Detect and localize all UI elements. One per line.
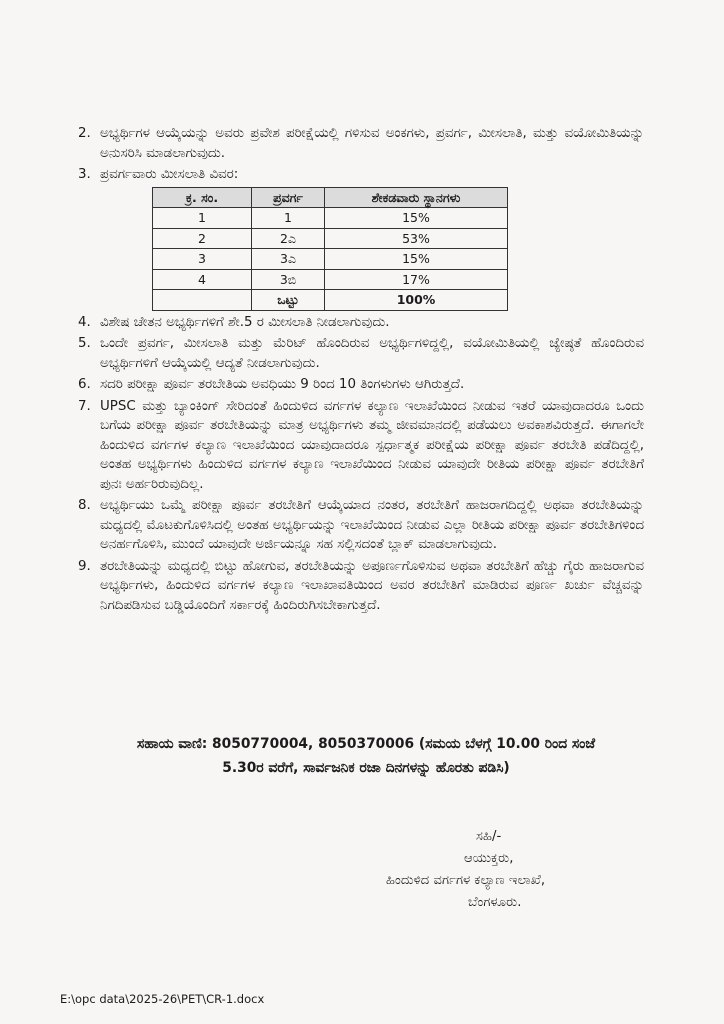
column-header: ಪ್ರವರ್ಗ xyxy=(252,187,325,208)
item-text: ವಿಶೇಷ ಚೇತನ ಅಭ್ಯರ್ಥಿಗಳಿಗೆ ಶೇ.5 ರ ಮೀಸಲಾತಿ ನೀಡಲಾಗುವುದು. xyxy=(100,314,390,330)
column-header: ಶೇಕಡವಾರು ಸ್ಥಾನಗಳು xyxy=(325,187,508,208)
item-text: ಪ್ರವರ್ಗವಾರು ಮೀಸಲಾತಿ ವಿವರ: xyxy=(100,167,239,182)
table-cell: 15% xyxy=(325,208,508,229)
table-cell xyxy=(153,290,252,311)
signatory-designation: ಆಯುಕ್ತರು, xyxy=(464,851,514,866)
table-cell: 53% xyxy=(325,228,508,249)
item-number: 3. xyxy=(78,167,91,182)
item-number: 2. xyxy=(78,126,91,141)
table-cell: 4 xyxy=(153,269,252,290)
list-item xyxy=(78,397,644,495)
table-cell: 3 xyxy=(153,249,252,270)
table-total-row xyxy=(153,290,508,311)
item-text: ಅಭ್ಯರ್ಥಿಯು ಒಮ್ಮೆ ಪರೀಕ್ಷಾ ಪೂರ್ವ ತರಬೇತಿಗೆ ಆಯ್ಕೆಯಾದ ನಂತರ, ತರಬೇತಿಗೆ ಹಾಜರಾಗದಿದ್ದಲ್ಲಿ ಅಥವಾ ತರಬೇತಿಯನ್ನು ಮಧ್ಯದಲ್ಲಿ ಮೊಟಕುಗೊಳಿಸಿದಲ್ಲಿ ಅಂತಹ ಅಭ್ಯರ್ಥಿಯನ್ನು ಇಲಾಖೆಯಿಂದ ನೀಡುವ ಎಲ್ಲಾ ರೀತಿಯ ಪರೀಕ್ಷಾ ಪೂರ್ವ ತರಬೇತಿಗಳಿಂದ ಅನರ್ಹಗೊಳಿಸಿ, ಮುಂದೆ ಯಾವುದೇ ಅರ್ಜಿಯನ್ನೂ ಸಹ ಸಲ್ಲಿಸದಂತೆ ಬ್ಲಾಕ್ ಮಾಡಲಾಗುವುದು. xyxy=(100,498,644,552)
table-cell: 17% xyxy=(325,269,508,290)
list-item xyxy=(78,375,644,395)
table-cell: 1 xyxy=(252,208,325,229)
table-header-row xyxy=(153,187,508,208)
instruction-list-continued xyxy=(78,313,644,616)
list-item xyxy=(78,313,644,333)
signed-mark: ಸಹಿ/- xyxy=(476,829,502,844)
item-text: UPSC ಮತ್ತು ಬ್ಯಾಂಕಿಂಗ್ ಸೇರಿದಂತೆ ಹಿಂದುಳಿದ ವರ್ಗಗಳ ಕಲ್ಯಾಣ ಇಲಾಖೆಯಿಂದ ನೀಡುವ ಇತರೆ ಯಾವುದಾದರೂ ಒಂದು ಬಗೆಯ ಪರೀಕ್ಷಾ ಪೂರ್ವ ತರಬೇತಿಯನ್ನು ಮಾತ್ರ ಅಭ್ಯರ್ಥಿಗಳು ತಮ್ಮ ಜೀವಮಾನದಲ್ಲಿ ಪಡೆಯಲು ಅವಕಾಶವಿರುತ್ತದೆ. ಈಗಾಗಲೇ ಹಿಂದುಳಿದ ವರ್ಗಗಳ ಕಲ್ಯಾಣ ಇಲಾಖೆಯಿಂದ ಯಾವುದಾದರೂ ಸ್ಪರ್ಧಾತ್ಮಕ ಪರೀಕ್ಷೆಯ ಪರೀಕ್ಷಾ ಪೂರ್ವ ತರಬೇತಿ ಪಡೆದಿದ್ದಲ್ಲಿ, ಅಂತಹ ಅಭ್ಯರ್ಥಿಗಳು ಹಿಂದುಳಿದ ವರ್ಗಗಳ ಕಲ್ಯಾಣ ಇಲಾಖೆಯಿಂದ ನೀಡುವ ಯಾವುದೇ ರೀತಿಯ ಪರೀಕ್ಷಾ ಪೂರ್ವ ತರಬೇತಿಗೆ ಪುನಃ ಅರ್ಹರಿರುವುದಿಲ್ಲ. xyxy=(100,398,644,492)
table-cell: 3ಎ xyxy=(252,249,325,270)
list-item xyxy=(78,557,644,616)
list-item xyxy=(78,165,644,185)
category-reservation-table xyxy=(152,187,508,311)
helpline-line-2: 5.30ರ ವರೆಗೆ, ಸಾರ್ವಜನಿಕ ರಜಾ ದಿನಗಳನ್ನು ಹೊರತು ಪಡಿಸಿ) xyxy=(222,760,510,776)
signature-block xyxy=(380,826,630,914)
list-item xyxy=(78,496,644,555)
item-number: 5. xyxy=(78,336,91,351)
table-row xyxy=(153,208,508,229)
table-row xyxy=(153,249,508,270)
instruction-list xyxy=(78,124,644,185)
item-text: ಅಭ್ಯರ್ಥಿಗಳ ಆಯ್ಕೆಯನ್ನು ಅವರು ಪ್ರವೇಶ ಪರೀಕ್ಷೆಯಲ್ಲಿ ಗಳಿಸುವ ಅಂಕಗಳು, ಪ್ರವರ್ಗ, ಮೀಸಲಾತಿ, ಮತ್ತು ವಯೋಮಿತಿಯನ್ನು ಅನುಸರಿಸಿ ಮಾಡಲಾಗುವುದು. xyxy=(100,126,644,161)
table-cell: 3ಬಿ xyxy=(252,269,325,290)
table-row xyxy=(153,228,508,249)
item-number: 9. xyxy=(78,558,91,574)
item-text: ತರಬೇತಿಯನ್ನು ಮಧ್ಯದಲ್ಲಿ ಬಿಟ್ಟು ಹೋಗುವ, ತರಬೇತಿಯನ್ನು ಅಪೂರ್ಣಗೊಳಿಸುವ ಅಥವಾ ತರಬೇತಿಗೆ ಹೆಚ್ಚು ಗೈರು ಹಾಜರಾಗುವ ಅಭ್ಯರ್ಥಿಗಳು, ಹಿಂದುಳಿದ ವರ್ಗಗಳ ಕಲ್ಯಾಣ ಇಲಾಖಾವತಿಯಿಂದ ಅವರ ತರಬೇತಿಗೆ ಮಾಡಿರುವ ಪೂರ್ಣ ಖರ್ಚು ವೆಚ್ಚವನ್ನು ನಿಗದಿಪಡಿಸುವ ಬಡ್ಡಿಯೊಂದಿಗೆ ಸರ್ಕಾರಕ್ಕೆ ಹಿಂದಿರುಗಿಸಬೇಕಾಗುತ್ತದೆ. xyxy=(100,558,644,613)
table-cell: 1 xyxy=(153,208,252,229)
signatory-department: ಹಿಂದುಳಿದ ವರ್ಗಗಳ ಕಲ್ಯಾಣ ಇಲಾಖೆ, xyxy=(386,873,546,888)
column-header: ಕ್ರ. ಸಂ. xyxy=(153,187,252,208)
table-cell: 15% xyxy=(325,249,508,270)
table-cell: 2 xyxy=(153,228,252,249)
file-path-footer: E:\opc data\2025-26\PET\CR-1.docx xyxy=(60,992,265,1006)
document-body xyxy=(78,124,644,617)
item-number: 6. xyxy=(78,377,91,392)
item-number: 4. xyxy=(78,314,91,330)
helpline-line-1: ಸಹಾಯ ವಾಣಿ: 8050770004, 8050370006 (ಸಮಯ ಬೆಳಗ್ಗೆ 10.00 ರಿಂದ ಸಂಜೆ xyxy=(136,736,596,752)
table-row xyxy=(153,269,508,290)
item-text: ಸದರಿ ಪರೀಕ್ಷಾ ಪೂರ್ವ ತರಬೇತಿಯ ಅವಧಿಯು 9 ರಿಂದ 10 ತಿಂಗಳುಗಳು ಆಗಿರುತ್ತದೆ. xyxy=(100,377,465,392)
item-number: 8. xyxy=(78,498,91,513)
list-item xyxy=(78,334,644,373)
signatory-city: ಬೆಂಗಳೂರು. xyxy=(468,895,522,910)
item-number: 7. xyxy=(78,398,91,414)
total-label: ಒಟ್ಟು xyxy=(252,290,325,311)
list-item xyxy=(78,124,644,163)
helpline-notice xyxy=(86,732,646,780)
total-value: 100% xyxy=(325,290,508,311)
table-cell: 2ಎ xyxy=(252,228,325,249)
item-text: ಒಂದೇ ಪ್ರವರ್ಗ, ಮೀಸಲಾತಿ ಮತ್ತು ಮೆರಿಟ್ ಹೊಂದಿರುವ ಅಭ್ಯರ್ಥಿಗಳಿದ್ದಲ್ಲಿ, ವಯೋಮಿತಿಯಲ್ಲಿ ಜ್ಯೇಷ್ಠತೆ ಹೊಂದಿರುವ ಅಭ್ಯರ್ಥಿಗಳಿಗೆ ಆಯ್ಕೆಯಲ್ಲಿ ಆದ್ಯತೆ ನೀಡಲಾಗುವುದು. xyxy=(100,336,644,371)
